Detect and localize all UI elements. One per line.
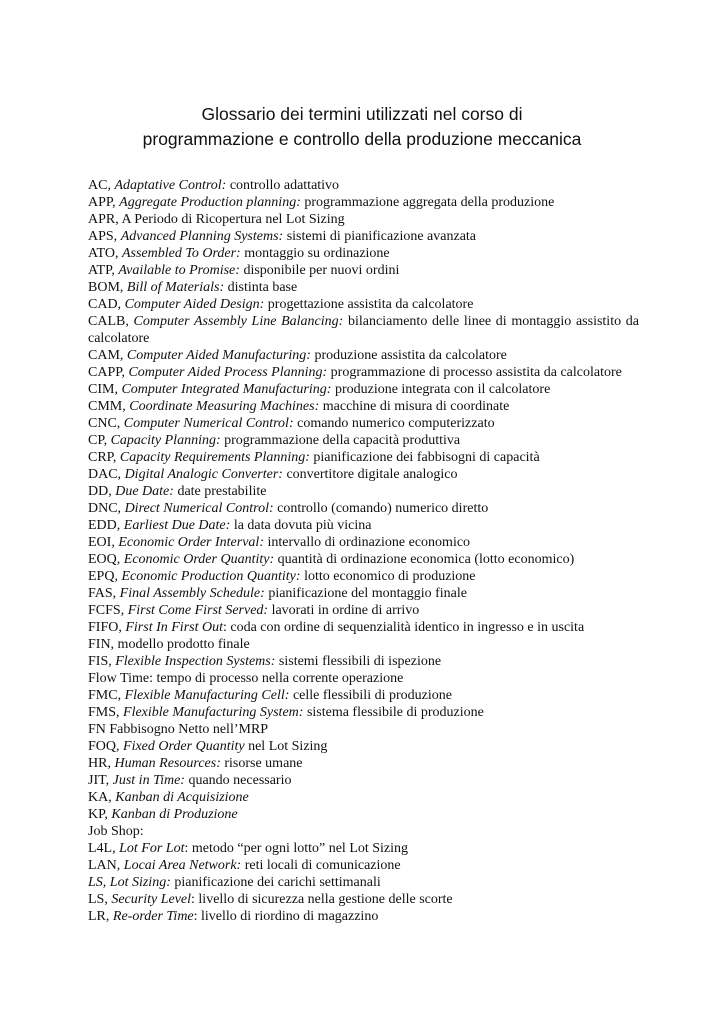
glossary-text: DAC, xyxy=(88,467,125,482)
glossary-text: pianificazione dei carichi settimanali xyxy=(170,875,381,890)
glossary-text: programmazione della capacità produttiva xyxy=(220,433,461,448)
glossary-entry xyxy=(88,908,639,925)
glossary-entry xyxy=(88,721,639,738)
glossary-entry xyxy=(88,245,639,262)
document-title xyxy=(0,102,724,152)
glossary-term-italic: Direct Numerical Control: xyxy=(124,501,274,516)
glossary-entry xyxy=(88,857,639,874)
glossary-term-italic: Flexible Manufacturing System: xyxy=(123,705,304,720)
glossary-entry xyxy=(88,262,639,279)
glossary-entry xyxy=(88,466,639,483)
glossary-text: reti locali di comunicazione xyxy=(241,858,401,873)
glossary-text: CMM, xyxy=(88,399,130,414)
glossary-entry xyxy=(88,568,639,585)
glossary-text: LAN, xyxy=(88,858,124,873)
title-line-2: programmazione e controllo della produzione meccanica xyxy=(142,129,582,149)
glossary-text: lavorati in ordine di arrivo xyxy=(268,603,420,618)
glossary-entry xyxy=(88,789,639,806)
glossary-text: sistemi di pianificazione avanzata xyxy=(283,229,477,244)
glossary-entry xyxy=(88,840,639,857)
glossary-entry xyxy=(88,364,639,381)
glossary-text: convertitore digitale analogico xyxy=(282,467,458,482)
glossary-text: risorse umane xyxy=(220,756,303,771)
glossary-text: KP, xyxy=(88,807,112,822)
glossary-text: APS, xyxy=(88,229,121,244)
glossary-term-italic: Economic Order Quantity: xyxy=(123,552,275,567)
glossary-entry xyxy=(88,704,639,721)
glossary-term-italic: Economic Production Quantity: xyxy=(121,569,301,584)
glossary-term-italic: Kanban di Acquisizione xyxy=(115,790,249,805)
glossary-text: CIM, xyxy=(88,382,122,397)
glossary-text: date prestabilite xyxy=(173,484,267,499)
glossary-text: FMS, xyxy=(88,705,124,720)
glossary-text: sistema flessibile di produzione xyxy=(303,705,484,720)
glossary-text: FCFS, xyxy=(88,603,128,618)
glossary-entry xyxy=(88,891,639,908)
glossary-text: programmazione di processo assistita da calcolatore xyxy=(327,365,622,380)
glossary-text: programmazione aggregata della produzione xyxy=(300,195,555,210)
glossary-text: CNC, xyxy=(88,416,124,431)
glossary-term-italic: Capacity Requirements Planning: xyxy=(119,450,310,465)
glossary-term-italic: Locai Area Network: xyxy=(123,858,242,873)
glossary-term-italic: Re-order Time xyxy=(112,909,194,924)
glossary-text: celle flessibili di produzione xyxy=(289,688,452,703)
glossary-text: progettazione assistita da calcolatore xyxy=(264,297,474,312)
glossary-term-italic: Due Date: xyxy=(115,484,174,499)
glossary-entry xyxy=(88,619,639,636)
glossary-text: disponibile per nuovi ordini xyxy=(239,263,400,278)
glossary-term-italic: Security Level xyxy=(111,892,192,907)
glossary-text: intervallo di ordinazione economico xyxy=(264,535,471,550)
glossary-entry xyxy=(88,602,639,619)
glossary-term-italic: Lot For Lot xyxy=(119,841,185,856)
glossary-entry xyxy=(88,449,639,466)
glossary-text: L4L, xyxy=(88,841,120,856)
glossary-text: bilanciamento delle linee di montaggio assistito da calcolatore xyxy=(88,314,639,346)
glossary-term-italic: Computer Assembly Line Balancing: xyxy=(133,314,344,329)
glossary-term-italic: Computer Numerical Control: xyxy=(123,416,294,431)
glossary-text: FOQ, xyxy=(88,739,124,754)
glossary-entry xyxy=(88,347,639,364)
glossary-text: : metodo “per ogni lotto” nel Lot Sizing xyxy=(184,841,409,856)
glossary-entry xyxy=(88,194,639,211)
glossary-text: nel Lot Sizing xyxy=(244,739,328,754)
glossary-entry xyxy=(88,534,639,551)
glossary-text: EPQ, xyxy=(88,569,122,584)
glossary-term-italic: First In First Out xyxy=(125,620,223,635)
glossary-text: la data dovuta più vicina xyxy=(230,518,372,533)
glossary-text: FIFO, xyxy=(88,620,126,635)
title-line-1: Glossario dei termini utilizzati nel corso di xyxy=(201,104,523,124)
glossary-text: Flow Time: tempo di processo nella corrente operazione xyxy=(88,671,404,686)
glossary-text: APR, A Periodo di Ricopertura nel Lot Sizing xyxy=(88,212,345,227)
glossary-term-italic: Digital Analogic Converter: xyxy=(124,467,283,482)
glossary-text: lotto economico di produzione xyxy=(300,569,476,584)
glossary-text: FIS, xyxy=(88,654,116,669)
glossary-text: produzione assistita da calcolatore xyxy=(310,348,507,363)
glossary-term-italic: Capacity Planning: xyxy=(110,433,221,448)
glossary-text: FAS, xyxy=(88,586,120,601)
glossary-text: LR, xyxy=(88,909,113,924)
glossary-term-italic: Available to Promise: xyxy=(118,263,240,278)
glossary-term-italic: Economic Order Interval: xyxy=(118,535,264,550)
glossary-term-italic: Final Assembly Schedule: xyxy=(119,586,265,601)
glossary-text: pianificazione dei fabbisogni di capacità xyxy=(309,450,540,465)
glossary-term-italic: Computer Integrated Manufacturing: xyxy=(121,382,332,397)
glossary-term-italic: Computer Aided Manufacturing: xyxy=(126,348,311,363)
glossary-text: ATO, xyxy=(88,246,122,261)
glossary-text: quando necessario xyxy=(184,773,292,788)
glossary-text: produzione integrata con il calcolatore xyxy=(331,382,551,397)
glossary-text: CP, xyxy=(88,433,111,448)
glossary-text: AC, xyxy=(88,178,115,193)
glossary-entry xyxy=(88,415,639,432)
glossary-text: pianificazione del montaggio finale xyxy=(264,586,467,601)
glossary-term-italic: Computer Aided Process Planning: xyxy=(128,365,328,380)
glossary-list xyxy=(88,177,639,925)
glossary-term-italic: Assembled To Order: xyxy=(121,246,241,261)
glossary-text: macchine di misura di coordinate xyxy=(319,399,510,414)
glossary-text: HR, xyxy=(88,756,115,771)
glossary-term-italic: Earliest Due Date: xyxy=(123,518,231,533)
glossary-text: EOI, xyxy=(88,535,119,550)
glossary-term-italic: Just in Time: xyxy=(112,773,185,788)
glossary-text: BOM, xyxy=(88,280,127,295)
glossary-text: ATP, xyxy=(88,263,119,278)
glossary-text: EDD, xyxy=(88,518,124,533)
glossary-entry xyxy=(88,211,639,228)
glossary-entry xyxy=(88,687,639,704)
glossary-entry xyxy=(88,653,639,670)
glossary-text: Job Shop: xyxy=(88,824,144,839)
glossary-text: CAM, xyxy=(88,348,127,363)
glossary-term-italic: Flexible Inspection Systems: xyxy=(115,654,276,669)
glossary-entry xyxy=(88,551,639,568)
glossary-entry xyxy=(88,296,639,313)
glossary-term-italic: Human Resources: xyxy=(114,756,221,771)
glossary-text: montaggio su ordinazione xyxy=(240,246,390,261)
glossary-entry xyxy=(88,636,639,653)
glossary-text: JIT, xyxy=(88,773,113,788)
glossary-entry xyxy=(88,806,639,823)
glossary-text: sistemi flessibili di ispezione xyxy=(275,654,442,669)
glossary-entry xyxy=(88,432,639,449)
glossary-text: CAPP, xyxy=(88,365,129,380)
glossary-text: comando numerico computerizzato xyxy=(293,416,495,431)
glossary-entry xyxy=(88,313,639,347)
glossary-text: distinta base xyxy=(224,280,298,295)
glossary-entry xyxy=(88,279,639,296)
glossary-text: : coda con ordine di sequenzialità identico in ingresso e in uscita xyxy=(222,620,585,635)
glossary-text: EOQ, xyxy=(88,552,124,567)
glossary-entry xyxy=(88,228,639,245)
glossary-text: : livello di sicurezza nella gestione delle scorte xyxy=(191,892,453,907)
glossary-entry xyxy=(88,483,639,500)
glossary-term-italic: Bill of Materials: xyxy=(126,280,225,295)
glossary-term-italic: Adaptative Control: xyxy=(114,178,227,193)
glossary-text: FIN, modello prodotto finale xyxy=(88,637,250,652)
glossary-entry xyxy=(88,177,639,194)
glossary-text: DNC, xyxy=(88,501,125,516)
glossary-text: APP, xyxy=(88,195,120,210)
glossary-entry xyxy=(88,670,639,687)
glossary-text: LS, xyxy=(88,892,112,907)
glossary-term-italic: Aggregate Production planning: xyxy=(119,195,301,210)
glossary-term-italic: LS, Lot Sizing: xyxy=(88,875,171,890)
glossary-term-italic: First Come First Served: xyxy=(127,603,269,618)
glossary-term-italic: Fixed Order Quantity xyxy=(123,739,245,754)
glossary-entry xyxy=(88,381,639,398)
glossary-text: CALB, xyxy=(88,314,134,329)
glossary-term-italic: Coordinate Measuring Machines: xyxy=(129,399,320,414)
glossary-term-italic: Advanced Planning Systems: xyxy=(120,229,284,244)
glossary-text: CAD, xyxy=(88,297,125,312)
glossary-entry xyxy=(88,500,639,517)
glossary-text: controllo (comando) numerico diretto xyxy=(273,501,489,516)
glossary-text: : livello di riordino di magazzino xyxy=(193,909,379,924)
glossary-entry xyxy=(88,738,639,755)
glossary-entry xyxy=(88,398,639,415)
glossary-entry xyxy=(88,823,639,840)
glossary-term-italic: Flexible Manufacturing Cell: xyxy=(124,688,290,703)
glossary-entry xyxy=(88,772,639,789)
glossary-term-italic: Kanban di Produzione xyxy=(111,807,238,822)
glossary-text: CRP, xyxy=(88,450,120,465)
glossary-text: FN Fabbisogno Netto nell’MRP xyxy=(88,722,269,737)
glossary-text: controllo adattativo xyxy=(226,178,340,193)
glossary-entry xyxy=(88,874,639,891)
glossary-entry xyxy=(88,585,639,602)
glossary-text: FMC, xyxy=(88,688,125,703)
glossary-entry xyxy=(88,755,639,772)
glossary-entry xyxy=(88,517,639,534)
glossary-text: quantità di ordinazione economica (lotto economico) xyxy=(274,552,575,567)
glossary-text: KA, xyxy=(88,790,116,805)
glossary-term-italic: Computer Aided Design: xyxy=(124,297,265,312)
glossary-text: DD, xyxy=(88,484,116,499)
